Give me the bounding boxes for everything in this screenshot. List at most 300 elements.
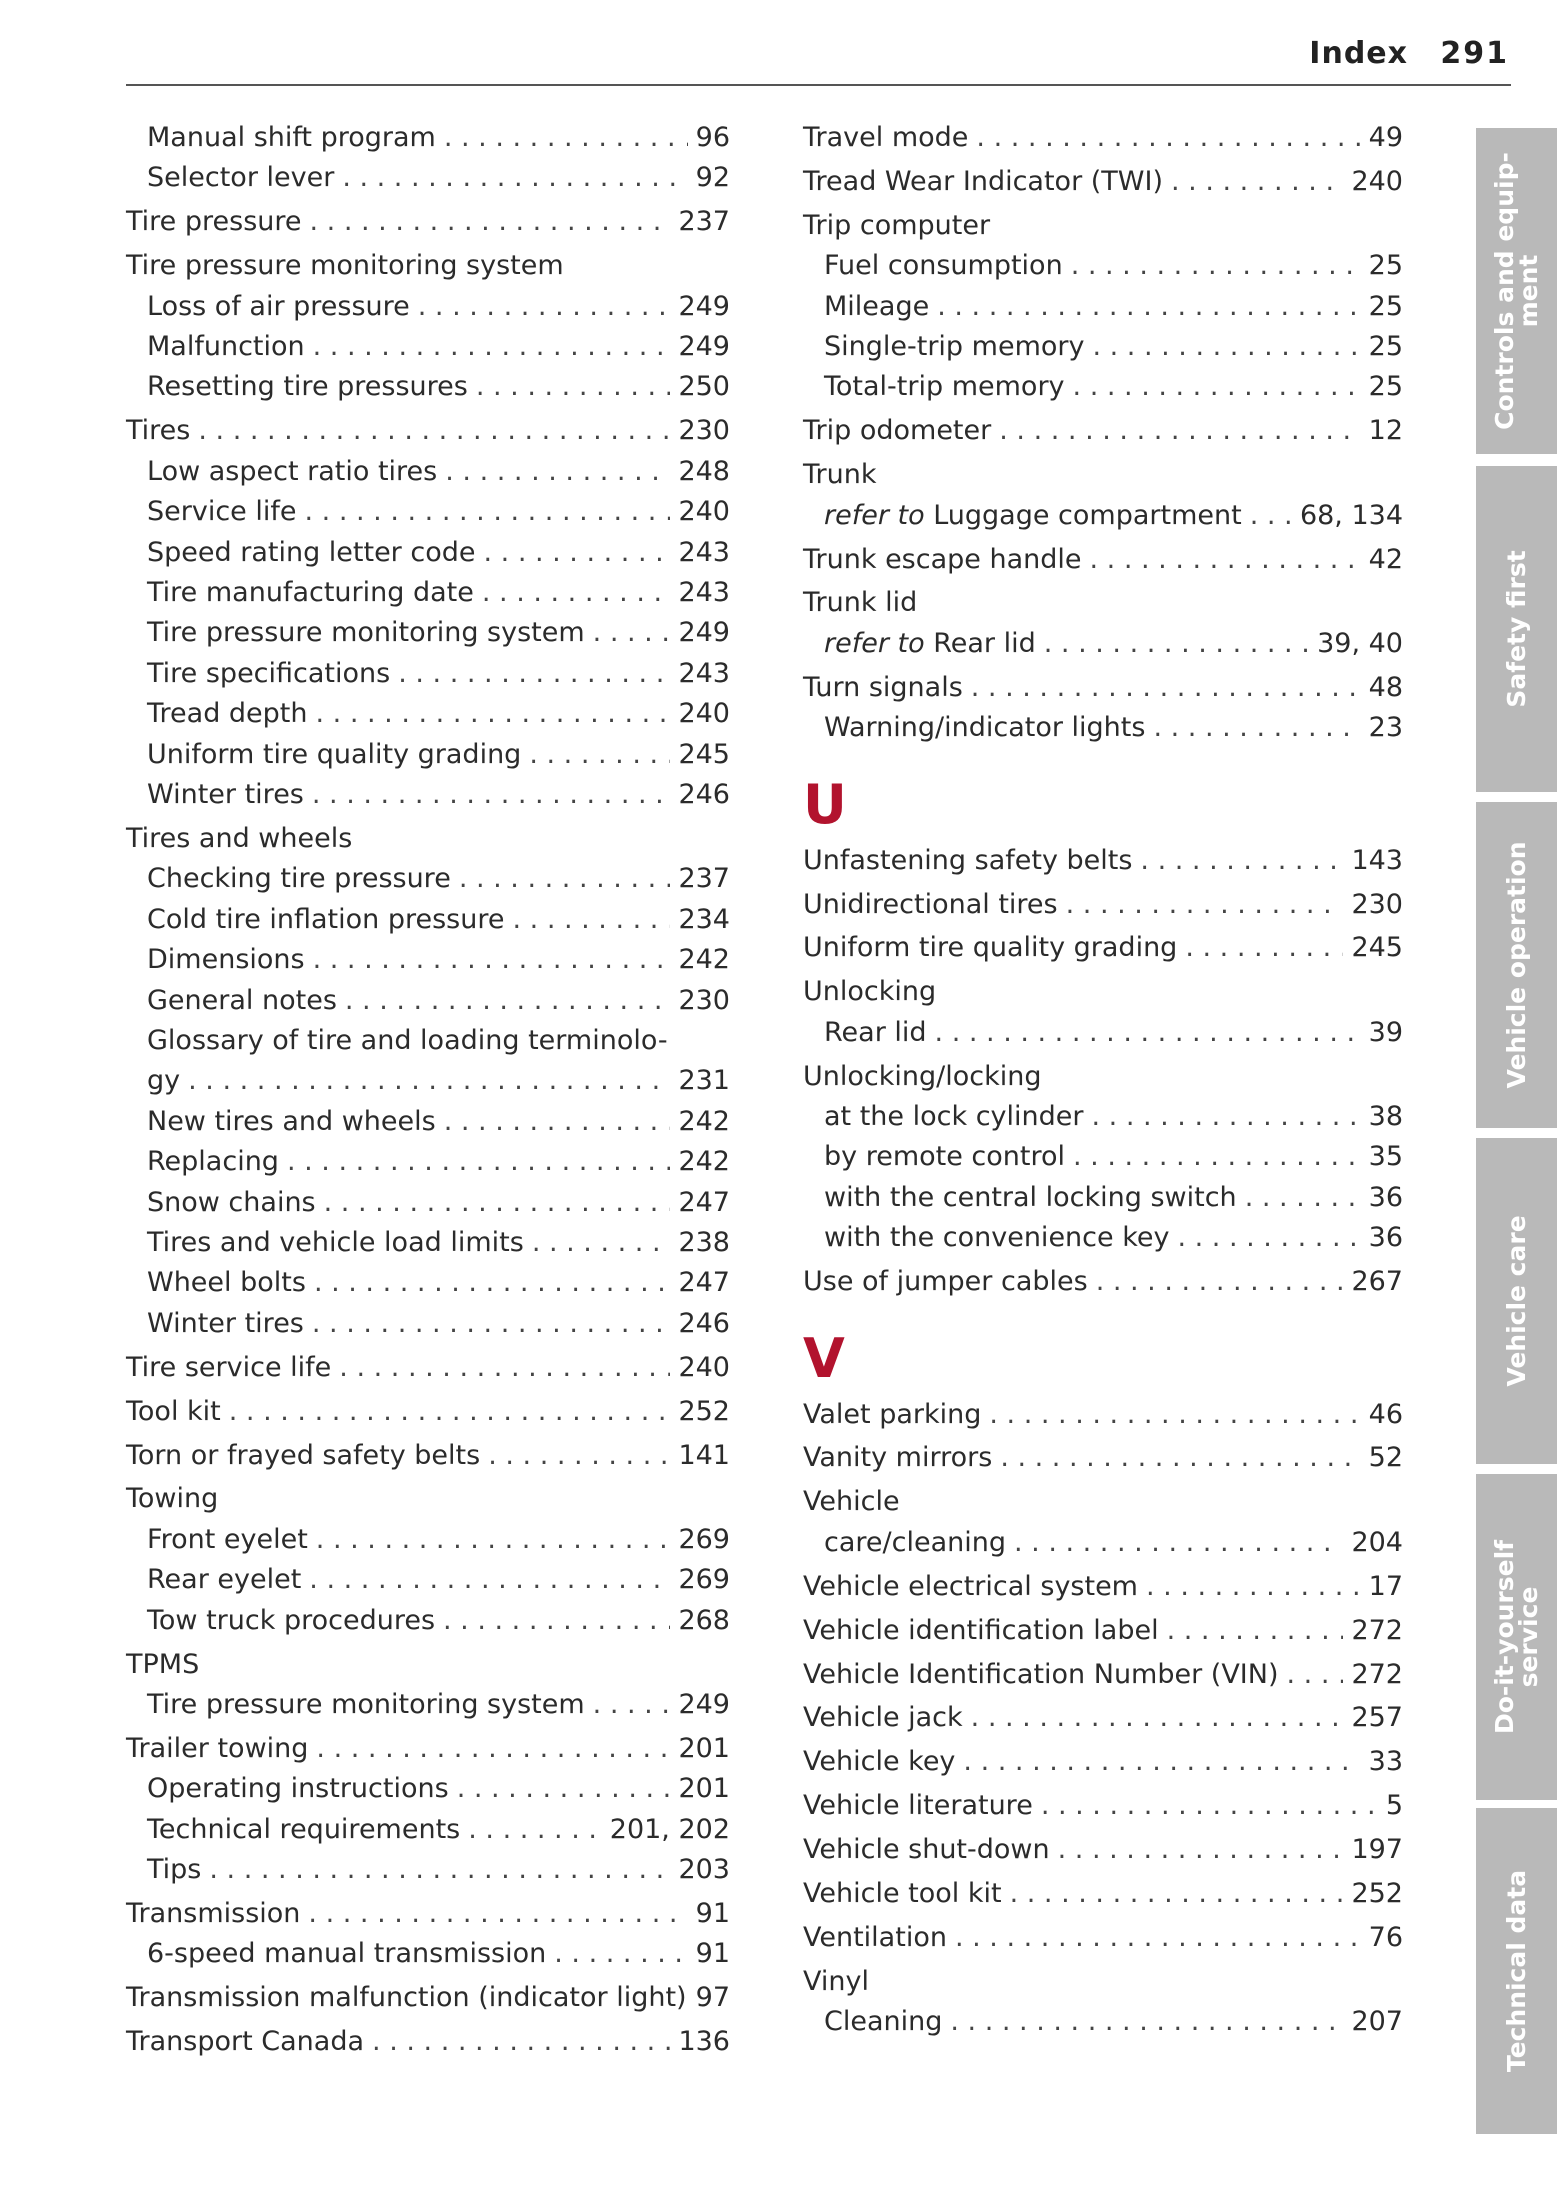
entry-page-ref: 25 bbox=[1368, 290, 1403, 322]
entry-label: Vinyl bbox=[803, 1965, 869, 1997]
entry-page-ref: 201 bbox=[678, 1773, 730, 1805]
entry-label: 6-speed manual transmission bbox=[147, 1938, 547, 1970]
entry-page-ref: 203 bbox=[678, 1854, 730, 1886]
entry-label: Trip computer bbox=[803, 209, 991, 241]
entry-page-ref: 249 bbox=[678, 290, 730, 322]
entry-label: Transport Canada bbox=[126, 2026, 365, 2058]
entry-page-ref: 5 bbox=[1385, 1790, 1403, 1822]
index-entry bbox=[803, 1438, 1403, 1478]
entry-label: Vehicle electrical system bbox=[803, 1570, 1138, 1602]
entry-page-ref: 247 bbox=[678, 1267, 730, 1299]
leader-dots bbox=[198, 411, 670, 451]
index-entry bbox=[126, 1304, 730, 1344]
index-entry bbox=[803, 540, 1403, 580]
entry-page-ref: 252 bbox=[1351, 1878, 1403, 1910]
index-entry bbox=[126, 1392, 730, 1432]
entry-page-ref: 201 bbox=[678, 1732, 730, 1764]
index-entry bbox=[126, 573, 730, 613]
leader-dots bbox=[339, 1348, 670, 1388]
leader-dots bbox=[512, 900, 670, 940]
entry-label: Tread Wear Indicator (TWI) bbox=[803, 165, 1163, 197]
index-letter-heading: V bbox=[803, 1326, 845, 1390]
entry-label: TPMS bbox=[126, 1648, 200, 1680]
index-entry bbox=[126, 940, 730, 980]
entry-page-ref: 257 bbox=[1351, 1702, 1403, 1734]
leader-dots bbox=[1041, 1786, 1378, 1826]
leader-dots bbox=[445, 452, 670, 492]
entry-page-ref: 242 bbox=[678, 1105, 730, 1137]
chapter-tab[interactable] bbox=[1476, 128, 1557, 454]
index-entry bbox=[803, 708, 1403, 748]
index-entry bbox=[803, 1742, 1403, 1782]
entry-label: Travel mode bbox=[803, 122, 969, 153]
entry-page-ref: 23 bbox=[1368, 712, 1403, 744]
entry-page-ref: 197 bbox=[1351, 1834, 1403, 1866]
entry-label: General notes bbox=[147, 984, 337, 1016]
index-entry bbox=[126, 1978, 730, 2018]
leader-dots bbox=[1044, 624, 1309, 664]
entry-label bbox=[824, 496, 1242, 536]
entry-label: Manual shift program bbox=[147, 122, 436, 153]
entry-label: Valet parking bbox=[803, 1398, 982, 1430]
chapter-tab-label: Safety first bbox=[1501, 550, 1531, 708]
entry-label: Tires and vehicle load limits bbox=[147, 1226, 524, 1258]
entry-page-ref: 272 bbox=[1351, 1614, 1403, 1646]
entry-page-ref: 231 bbox=[678, 1065, 730, 1097]
index-entry bbox=[126, 1850, 730, 1890]
index-entry bbox=[803, 1013, 1403, 1053]
entry-page-ref: 201, 202 bbox=[609, 1813, 730, 1845]
entry-page-ref: 249 bbox=[678, 1688, 730, 1720]
leader-dots bbox=[1071, 246, 1361, 286]
index-entry bbox=[126, 981, 730, 1021]
leader-dots bbox=[999, 411, 1360, 451]
entry-label: Turn signals bbox=[803, 671, 963, 703]
leader-dots bbox=[989, 1395, 1360, 1435]
entry-page-ref: 17 bbox=[1368, 1570, 1403, 1602]
leader-dots bbox=[229, 1392, 671, 1432]
index-entry bbox=[803, 1567, 1403, 1607]
entry-label: Vehicle bbox=[803, 1486, 900, 1518]
entry-label: Trip odometer bbox=[803, 415, 992, 447]
leader-dots bbox=[1171, 162, 1343, 202]
entry-label: Torn or frayed safety belts bbox=[126, 1439, 481, 1471]
index-entry bbox=[126, 1645, 730, 1685]
leader-dots bbox=[313, 940, 671, 980]
index-column-left bbox=[126, 118, 730, 2063]
index-entry bbox=[126, 327, 730, 367]
index-entry bbox=[126, 1560, 730, 1600]
entry-label: Tire pressure monitoring system bbox=[147, 617, 585, 649]
index-entry bbox=[803, 885, 1403, 925]
entry-label: Winter tires bbox=[147, 1307, 304, 1339]
entry-label: Malfunction bbox=[147, 331, 305, 363]
entry-label: with the central locking switch bbox=[824, 1181, 1237, 1213]
entry-label: at the lock cylinder bbox=[824, 1101, 1084, 1133]
entry-page-ref: 143 bbox=[1351, 844, 1403, 876]
index-letter-heading: U bbox=[803, 772, 847, 836]
entry-page-ref: 245 bbox=[1351, 932, 1403, 964]
entry-page-ref: 46 bbox=[1368, 1398, 1403, 1430]
entry-label: Trunk escape handle bbox=[803, 543, 1082, 575]
index-entry bbox=[126, 1263, 730, 1303]
chapter-tab-label: Controls and equip- ment bbox=[1489, 152, 1543, 430]
entry-page-ref: 230 bbox=[678, 415, 730, 447]
entry-page-ref: 269 bbox=[678, 1564, 730, 1596]
index-entry bbox=[126, 775, 730, 815]
index-entry bbox=[803, 1097, 1403, 1137]
index-entry bbox=[126, 533, 730, 573]
entry-page-ref: 12 bbox=[1368, 415, 1403, 447]
entry-page-ref: 243 bbox=[678, 536, 730, 568]
entry-page-ref: 25 bbox=[1368, 250, 1403, 282]
entry-refer-target: Rear lid bbox=[933, 627, 1036, 659]
entry-refer-target: Luggage compartment bbox=[933, 499, 1242, 531]
leader-dots bbox=[345, 981, 671, 1021]
entry-page-ref: 243 bbox=[678, 657, 730, 689]
index-entry bbox=[803, 1611, 1403, 1651]
entry-label: Wheel bolts bbox=[147, 1267, 306, 1299]
entry-page-ref: 76 bbox=[1368, 1921, 1403, 1953]
entry-label: Vehicle key bbox=[803, 1746, 956, 1778]
entry-label: Rear eyelet bbox=[147, 1564, 302, 1596]
chapter-tab[interactable] bbox=[1476, 1808, 1557, 2134]
entry-label: Vehicle Identification Number (VIN) bbox=[803, 1658, 1279, 1690]
leader-dots bbox=[444, 118, 688, 158]
leader-dots bbox=[1185, 928, 1343, 968]
entry-page-ref: 68, 134 bbox=[1299, 499, 1403, 531]
index-entry bbox=[126, 246, 730, 286]
entry-label: Technical requirements bbox=[147, 1813, 461, 1845]
leader-dots bbox=[971, 1698, 1344, 1738]
index-entry bbox=[803, 1178, 1403, 1218]
entry-page-ref: 96 bbox=[695, 122, 730, 153]
leader-dots bbox=[287, 1142, 671, 1182]
leader-dots bbox=[312, 775, 671, 815]
index-entry bbox=[126, 859, 730, 899]
index-entry bbox=[803, 327, 1403, 367]
entry-page-ref: 92 bbox=[695, 162, 730, 194]
entry-page-ref: 250 bbox=[678, 371, 730, 403]
entry-page-ref: 237 bbox=[678, 863, 730, 895]
index-entry bbox=[126, 118, 730, 158]
entry-page-ref: 136 bbox=[678, 2026, 730, 2058]
entry-label bbox=[824, 624, 1036, 664]
entry-page-ref: 49 bbox=[1368, 122, 1403, 153]
page-number: 291 bbox=[1440, 36, 1509, 71]
entry-label: with the convenience key bbox=[824, 1222, 1170, 1254]
leader-dots bbox=[314, 1263, 671, 1303]
index-entry bbox=[803, 411, 1403, 451]
leader-dots bbox=[324, 1183, 671, 1223]
leader-dots bbox=[316, 1729, 670, 1769]
entry-page-ref: 247 bbox=[678, 1186, 730, 1218]
entry-label: Low aspect ratio tires bbox=[147, 455, 438, 487]
index-entry bbox=[803, 668, 1403, 708]
entry-label: Uniform tire quality grading bbox=[803, 932, 1178, 964]
entry-page-ref: 52 bbox=[1368, 1442, 1403, 1474]
index-entry bbox=[126, 202, 730, 242]
leader-dots bbox=[1177, 1218, 1360, 1258]
index-entry bbox=[803, 367, 1403, 407]
chapter-tab-label: Vehicle care bbox=[1501, 1215, 1531, 1387]
entry-page-ref: 243 bbox=[678, 576, 730, 608]
entry-page-ref: 36 bbox=[1368, 1181, 1403, 1213]
chapter-tab[interactable] bbox=[1476, 466, 1557, 792]
leader-dots bbox=[593, 1685, 671, 1725]
index-entry bbox=[803, 206, 1403, 246]
index-entry bbox=[126, 1183, 730, 1223]
chapter-tab[interactable] bbox=[1476, 1138, 1557, 1464]
index-entry bbox=[803, 1918, 1403, 1958]
entry-page-ref: 25 bbox=[1368, 331, 1403, 363]
index-entry bbox=[126, 1021, 730, 1061]
leader-dots bbox=[935, 1013, 1361, 1053]
entry-label: Tire pressure monitoring system bbox=[147, 1688, 585, 1720]
index-entry bbox=[803, 1218, 1403, 1258]
leader-dots bbox=[1153, 708, 1360, 748]
entry-label: Trunk bbox=[803, 459, 877, 491]
index-entry bbox=[803, 583, 1403, 623]
entry-label: Unlocking bbox=[803, 976, 937, 1008]
leader-dots bbox=[950, 2002, 1343, 2042]
leader-dots bbox=[482, 573, 671, 613]
entry-label: Cleaning bbox=[824, 2006, 943, 2038]
leader-dots bbox=[955, 1918, 1361, 1958]
entry-label: Trunk lid bbox=[803, 587, 918, 619]
entry-page-ref: 242 bbox=[678, 944, 730, 976]
leader-dots bbox=[529, 735, 670, 775]
entry-page-ref: 246 bbox=[678, 779, 730, 810]
entry-label: Unidirectional tires bbox=[803, 888, 1058, 920]
index-entry bbox=[803, 928, 1403, 968]
leader-dots bbox=[963, 1742, 1360, 1782]
index-entry bbox=[126, 900, 730, 940]
entry-label: Fuel consumption bbox=[824, 250, 1063, 282]
index-entry bbox=[126, 158, 730, 198]
leader-dots bbox=[312, 1304, 671, 1344]
leader-dots bbox=[468, 1810, 602, 1850]
entry-label: Tool kit bbox=[126, 1395, 221, 1427]
entry-label: Checking tire pressure bbox=[147, 863, 451, 895]
leader-dots bbox=[1245, 1178, 1361, 1218]
index-entry bbox=[803, 1830, 1403, 1870]
index-entry bbox=[126, 1894, 730, 1934]
index-entry bbox=[803, 1395, 1403, 1435]
index-entry bbox=[126, 492, 730, 532]
entry-page-ref: 272 bbox=[1351, 1658, 1403, 1690]
leader-dots bbox=[457, 1769, 671, 1809]
entry-page-ref: 249 bbox=[678, 617, 730, 649]
index-entry bbox=[803, 2002, 1403, 2042]
entry-label: Rear lid bbox=[824, 1016, 927, 1048]
entry-page-ref: 269 bbox=[678, 1523, 730, 1555]
leader-dots bbox=[316, 1520, 671, 1560]
entry-page-ref: 91 bbox=[695, 1938, 730, 1970]
entry-label: Towing bbox=[126, 1483, 219, 1515]
entry-label: Operating instructions bbox=[147, 1773, 449, 1805]
entry-label: Vehicle tool kit bbox=[803, 1878, 1002, 1910]
leader-dots bbox=[372, 2022, 670, 2062]
chapter-tab-label: Technical data bbox=[1501, 1869, 1531, 2073]
leader-dots bbox=[188, 1061, 670, 1101]
entry-label: Single-trip memory bbox=[824, 331, 1085, 363]
index-entry bbox=[803, 455, 1403, 495]
entry-page-ref: 207 bbox=[1351, 2006, 1403, 2038]
leader-dots bbox=[443, 1601, 670, 1641]
entry-label: Front eyelet bbox=[147, 1523, 308, 1555]
index-entry bbox=[803, 1262, 1403, 1302]
index-entry bbox=[126, 2022, 730, 2062]
entry-label: Vehicle shut-down bbox=[803, 1834, 1050, 1866]
index-entry bbox=[803, 972, 1403, 1012]
leader-dots bbox=[209, 1850, 670, 1890]
leader-dots bbox=[1167, 1611, 1344, 1651]
entry-label: by remote control bbox=[824, 1141, 1066, 1173]
section-title: Index bbox=[1309, 36, 1408, 71]
entry-page-ref: 42 bbox=[1368, 543, 1403, 575]
leader-dots bbox=[971, 668, 1361, 708]
entry-label: Tires bbox=[126, 415, 191, 447]
index-entry bbox=[126, 1061, 730, 1101]
entry-page-ref: 245 bbox=[678, 738, 730, 770]
entry-label: Trailer towing bbox=[126, 1732, 309, 1764]
index-entry bbox=[126, 1223, 730, 1263]
leader-dots bbox=[554, 1934, 687, 1974]
entry-page-ref: 38 bbox=[1368, 1101, 1403, 1133]
entry-page-ref: 230 bbox=[678, 984, 730, 1016]
entry-label: Warning/indicator lights bbox=[824, 712, 1146, 744]
index-entry bbox=[126, 1810, 730, 1850]
entry-page-ref: 39 bbox=[1368, 1016, 1403, 1048]
leader-dots bbox=[316, 694, 671, 734]
index-entry bbox=[126, 1934, 730, 1974]
leader-dots bbox=[1000, 1438, 1360, 1478]
leader-dots bbox=[459, 859, 671, 899]
entry-page-ref: 33 bbox=[1368, 1746, 1403, 1778]
entry-page-ref: 97 bbox=[695, 1982, 730, 2014]
header-rule bbox=[126, 84, 1511, 86]
leader-dots bbox=[418, 287, 671, 327]
index-entry bbox=[126, 1601, 730, 1641]
chapter-tab-label: Vehicle operation bbox=[1501, 841, 1531, 1089]
index-entry bbox=[803, 496, 1403, 536]
entry-label: Tow truck procedures bbox=[147, 1604, 436, 1636]
entry-label: Speed rating letter code bbox=[147, 536, 476, 568]
index-entry bbox=[803, 1698, 1403, 1738]
leader-dots bbox=[342, 158, 687, 198]
index-entry bbox=[803, 162, 1403, 202]
index-entry bbox=[126, 1520, 730, 1560]
entry-label: Snow chains bbox=[147, 1186, 316, 1218]
entry-page-ref: 141 bbox=[678, 1439, 730, 1471]
entry-label: care/cleaning bbox=[824, 1526, 1006, 1558]
index-entry bbox=[126, 1142, 730, 1182]
entry-label: Glossary of tire and loading terminolo- bbox=[147, 1024, 668, 1056]
leader-dots bbox=[488, 1436, 670, 1476]
entry-label: Total-trip memory bbox=[824, 371, 1065, 403]
leader-dots bbox=[1250, 496, 1292, 536]
leader-dots bbox=[305, 492, 671, 532]
entry-label: Tire service life bbox=[126, 1351, 332, 1383]
leader-dots bbox=[444, 1102, 671, 1142]
leader-dots bbox=[308, 1894, 687, 1934]
index-entry bbox=[126, 452, 730, 492]
entry-page-ref: 240 bbox=[1351, 165, 1403, 197]
index-entry bbox=[126, 1348, 730, 1388]
index-entry bbox=[126, 367, 730, 407]
entry-page-ref: 35 bbox=[1368, 1141, 1403, 1173]
index-entry bbox=[126, 1436, 730, 1476]
leader-dots bbox=[1287, 1655, 1344, 1695]
index-entry bbox=[126, 819, 730, 859]
entry-page-ref: 242 bbox=[678, 1146, 730, 1178]
leader-dots bbox=[1014, 1523, 1343, 1563]
entry-label: Tips bbox=[147, 1854, 202, 1886]
entry-page-ref: 240 bbox=[678, 496, 730, 528]
entry-label: Tire specifications bbox=[147, 657, 391, 689]
index-entry bbox=[803, 1057, 1403, 1097]
chapter-tab[interactable] bbox=[1476, 802, 1557, 1128]
leader-dots bbox=[1010, 1874, 1344, 1914]
entry-label: Resetting tire pressures bbox=[147, 371, 468, 403]
index-entry bbox=[803, 118, 1403, 158]
index-entry bbox=[126, 654, 730, 694]
page-header bbox=[126, 36, 1557, 86]
index-entry bbox=[126, 694, 730, 734]
leader-dots bbox=[1146, 1567, 1361, 1607]
entry-label: Loss of air pressure bbox=[147, 290, 410, 322]
entry-label: Dimensions bbox=[147, 944, 305, 976]
leader-dots bbox=[313, 327, 671, 367]
index-column-right bbox=[803, 118, 1403, 2043]
leader-dots bbox=[593, 613, 671, 653]
index-entry bbox=[803, 624, 1403, 664]
leader-dots bbox=[1091, 1097, 1360, 1137]
leader-dots bbox=[1073, 1137, 1361, 1177]
entry-label: Unlocking/locking bbox=[803, 1060, 1042, 1092]
entry-page-ref: 240 bbox=[678, 698, 730, 730]
entry-page-ref: 237 bbox=[678, 206, 730, 238]
entry-label: Unfastening safety belts bbox=[803, 844, 1133, 876]
leader-dots bbox=[1090, 540, 1361, 580]
index-entry bbox=[803, 1655, 1403, 1695]
entry-page-ref: 36 bbox=[1368, 1222, 1403, 1254]
leader-dots bbox=[309, 1560, 670, 1600]
entry-label: Tire pressure monitoring system bbox=[126, 250, 564, 282]
index-entry bbox=[126, 613, 730, 653]
leader-dots bbox=[310, 202, 671, 242]
index-entry bbox=[126, 735, 730, 775]
entry-page-ref: 39, 40 bbox=[1317, 627, 1403, 659]
index-entry bbox=[803, 1482, 1403, 1522]
leader-dots bbox=[937, 287, 1360, 327]
index-entry bbox=[803, 841, 1403, 881]
entry-page-ref: 238 bbox=[678, 1226, 730, 1258]
entry-label: Vehicle literature bbox=[803, 1790, 1033, 1822]
leader-dots bbox=[483, 533, 670, 573]
entry-page-ref: 48 bbox=[1368, 671, 1403, 703]
leader-dots bbox=[398, 654, 670, 694]
entry-label: Vehicle jack bbox=[803, 1702, 963, 1734]
entry-label: Ventilation bbox=[803, 1921, 947, 1953]
chapter-tab[interactable] bbox=[1476, 1474, 1557, 1800]
leader-dots bbox=[1140, 841, 1343, 881]
leader-dots bbox=[532, 1223, 671, 1263]
entry-page-ref: 204 bbox=[1351, 1526, 1403, 1558]
entry-label: New tires and wheels bbox=[147, 1105, 436, 1137]
entry-page-ref: 230 bbox=[1351, 888, 1403, 920]
